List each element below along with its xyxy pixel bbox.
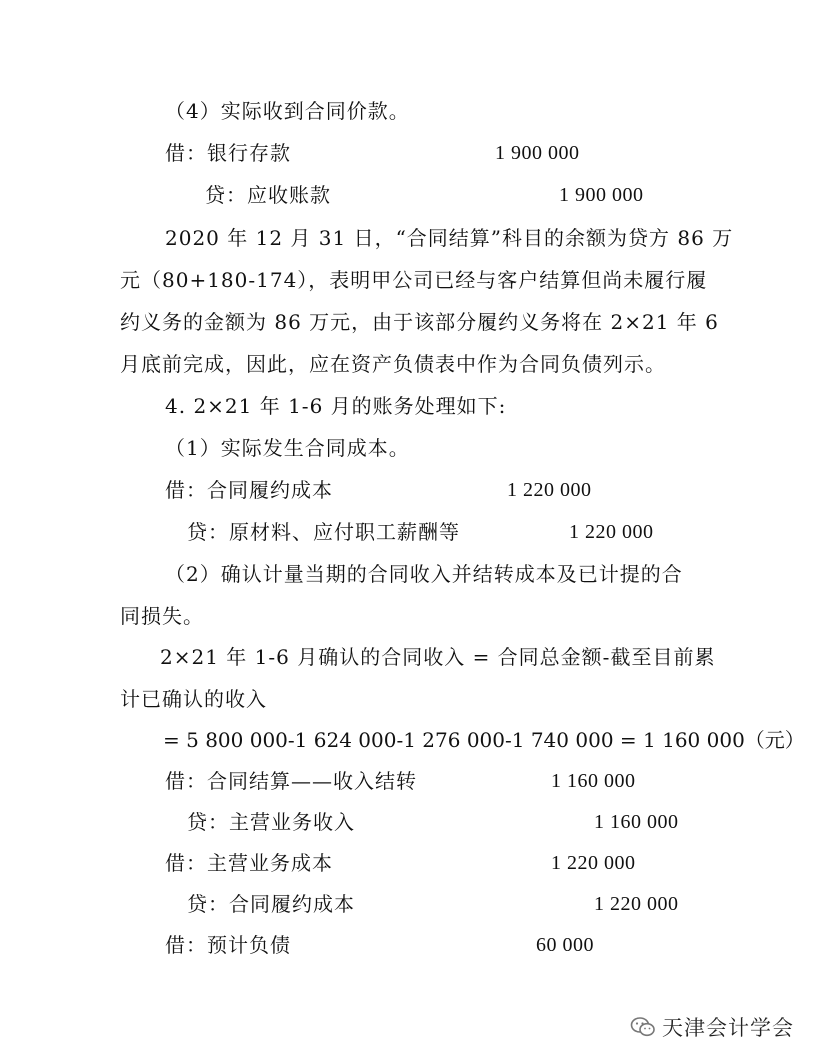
entry-amount: 1 220 000 — [507, 479, 592, 501]
watermark — [630, 1012, 794, 1042]
journal-entry-debit: 借：预计负债 — [165, 933, 291, 957]
text-line: 元（80+180-174），表明甲公司已经与客户结算但尚未履行履 — [120, 268, 708, 292]
text-line: 2×21 年 1-6 月确认的合同收入 = 合同总金额-截至目前累 — [160, 645, 716, 669]
section-heading: 4. 2×21 年 1-6 月的账务处理如下: — [165, 394, 507, 418]
text-line: （1）实际发生合同成本。 — [165, 436, 410, 460]
text-line: 约义务的金额为 86 万元，由于该部分履约义务将在 2×21 年 6 — [120, 310, 719, 334]
journal-entry-debit: 借：合同结算——收入结转 — [165, 769, 417, 793]
journal-entry-credit: 贷：原材料、应付职工薪酬等 — [187, 520, 460, 544]
journal-entry-debit: 借：主营业务成本 — [165, 851, 333, 875]
journal-entry-credit: 贷：主营业务收入 — [187, 810, 355, 834]
watermark-text: 天津会计学会 — [662, 1016, 794, 1040]
journal-entry-credit: 贷：合同履约成本 — [187, 892, 355, 916]
text-line: 同损失。 — [120, 604, 204, 628]
journal-entry-credit: 贷：应收账款 — [205, 183, 331, 207]
text-line: （2）确认计量当期的合同收入并结转成本及已计提的合 — [165, 562, 683, 586]
entry-amount: 1 160 000 — [594, 811, 679, 833]
text-line: 月底前完成，因此，应在资产负债表中作为合同负债列示。 — [120, 352, 666, 376]
wechat-icon — [630, 1016, 656, 1038]
text-line: （4）实际收到合同价款。 — [165, 99, 410, 123]
text-line: 计已确认的收入 — [120, 687, 267, 711]
journal-entry-debit: 借：合同履约成本 — [165, 478, 333, 502]
entry-amount: 1 220 000 — [594, 893, 679, 915]
journal-entry-debit: 借：银行存款 — [165, 141, 291, 165]
entry-amount: 1 220 000 — [569, 521, 654, 543]
entry-amount: 1 900 000 — [559, 184, 644, 206]
formula-line: = 5 800 000-1 624 000-1 276 000-1 740 000 = 1 160 000（元） — [163, 728, 805, 752]
entry-amount: 60 000 — [536, 934, 594, 956]
entry-amount: 1 160 000 — [551, 770, 636, 792]
entry-amount: 1 220 000 — [551, 852, 636, 874]
entry-amount: 1 900 000 — [495, 142, 580, 164]
text-line: 2020 年 12 月 31 日，“合同结算”科目的余额为贷方 86 万 — [165, 226, 734, 250]
